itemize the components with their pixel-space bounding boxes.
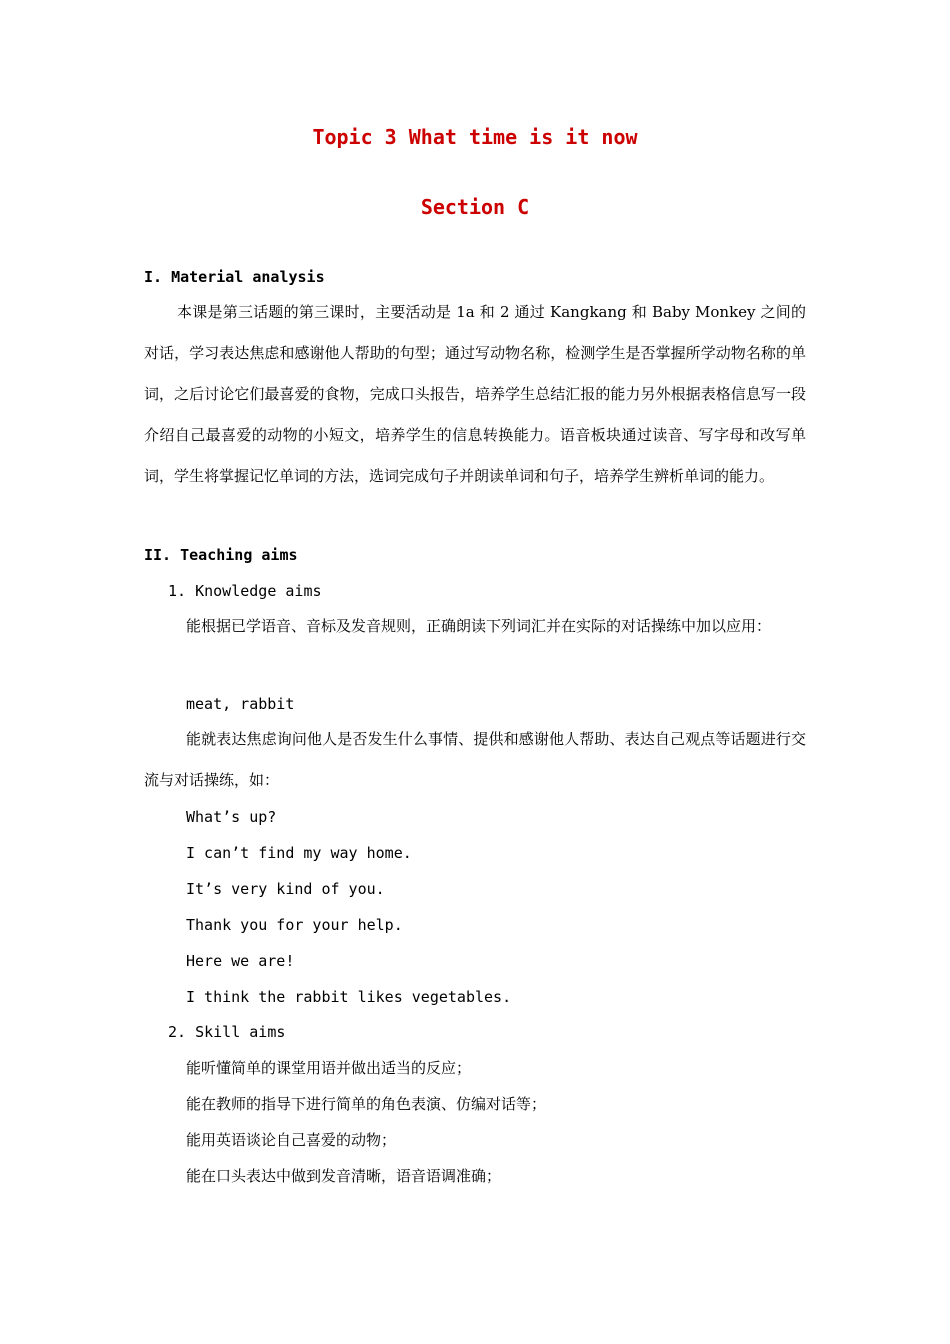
skill-aim-item: 能在教师的指导下进行简单的角色表演、仿编对话等；: [186, 1095, 547, 1113]
heading-teaching-aims: II. Teaching aims: [144, 546, 298, 564]
knowledge-aims-label: 1. Knowledge aims: [168, 582, 322, 600]
vocabulary-words: meat, rabbit: [186, 695, 295, 713]
example-sentence: Here we are!: [186, 952, 295, 970]
document-title: Topic 3 What time is it now: [312, 125, 638, 149]
heading-material-analysis: I. Material analysis: [144, 268, 325, 286]
skill-aim-item: 能用英语谈论自己喜爱的动物；: [186, 1131, 397, 1149]
section-title: Section C: [420, 195, 530, 219]
skill-aims-label: 2. Skill aims: [168, 1023, 286, 1041]
example-sentence: What’s up?: [186, 808, 277, 826]
skill-aim-item: 能在口头表达中做到发音清晰，语音语调准确；: [186, 1167, 502, 1185]
example-sentence: I think the rabbit likes vegetables.: [186, 988, 512, 1006]
example-sentence: Thank you for your help.: [186, 916, 403, 934]
skill-aim-item: 能听懂简单的课堂用语并做出适当的反应；: [186, 1059, 472, 1077]
example-sentence: It’s very kind of you.: [186, 880, 385, 898]
example-sentence: I can’t find my way home.: [186, 844, 412, 862]
material-analysis-paragraph: 本课是第三话题的第三课时，主要活动是 1a 和 2 通过 Kangkang 和 Baby Monkey 之间的对话，学习表达焦虑和感谢他人帮助的句型；通过写动物名称，检测学生是否掌握所学动物名称的单词，之后讨论它们最喜爱的食物，完成口头报告，培养学生总结汇报的能力另外根据表格信息写一段介绍自己最喜爱的动物的小短文，培养学生的信息转换能力。语音板块通过读音、写字母和改写单词，学生将掌握记忆单词的方法，选词完成句子并朗读单词和句子，培养学生辨析单词的能力。: [144, 303, 806, 485]
knowledge-intro-paragraph: 能根据已学语音、音标及发音规则，正确朗读下列词汇并在实际的对话操练中加以应用：: [186, 617, 772, 635]
knowledge-intro2-paragraph: 能就表达焦虑询问他人是否发生什么事情、提供和感谢他人帮助、表达自己观点等话题进行交流与对话操练，如：: [144, 730, 806, 789]
